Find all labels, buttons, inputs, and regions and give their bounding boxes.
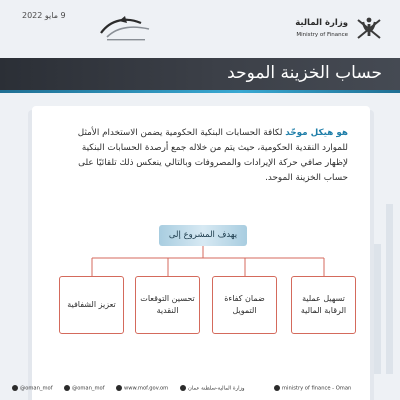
- ministry-name-arabic: وزارة المالية: [295, 18, 348, 28]
- objective-financial-oversight: تسهيل عملية الرقابة المالية: [291, 276, 356, 334]
- youtube-icon: [180, 385, 186, 391]
- footer-website[interactable]: [114, 385, 168, 392]
- instagram-handle: @oman_mof: [72, 385, 105, 392]
- ministry-name-english: Ministry of Finance: [296, 32, 348, 38]
- instagram-icon: [64, 385, 70, 391]
- page-title: حساب الخزينة الموحد: [227, 63, 382, 83]
- footer-instagram[interactable]: [62, 385, 105, 392]
- objective-cash-forecasting: تحسين التوقعات النقدية: [135, 276, 200, 334]
- globe-icon: [116, 385, 122, 391]
- project-goal-label: يهدف المشروع إلى: [159, 225, 247, 246]
- objective-funding-efficiency: ضمان كفاءة التمويل: [212, 276, 277, 334]
- footer-linkedin[interactable]: [272, 385, 351, 392]
- footer-twitter[interactable]: [10, 385, 53, 392]
- youtube-channel: وزارة المالية-سلطنة عمان: [188, 385, 245, 392]
- linkedin-icon: [274, 385, 280, 391]
- definition-highlight: هو هيكل موحّد: [285, 128, 348, 138]
- twitter-handle: @oman_mof: [20, 385, 53, 392]
- website-url: www.mof.gov.om: [124, 385, 169, 392]
- definition-text: لكافة الحسابات البنكية الحكومية يضمن الاستخدام الأمثل للموارد النقدية الحكومية، حيث يتم من خلاله جمع أرصدة الحسابات البنكية لإظهار صافي حركة الإيرادات والمصروفات وبالتالي ينعكس ذلك تلقائيًا على حساب الخزينة الموحد.: [77, 128, 348, 183]
- linkedin-page: ministry of finance - Oman: [282, 385, 352, 392]
- social-footer: [10, 383, 390, 397]
- publish-date: 9 مايو 2022: [22, 11, 66, 20]
- footer-youtube[interactable]: [178, 385, 245, 392]
- twitter-icon: [12, 385, 18, 391]
- objective-transparency: تعزيز الشفافية: [59, 276, 124, 334]
